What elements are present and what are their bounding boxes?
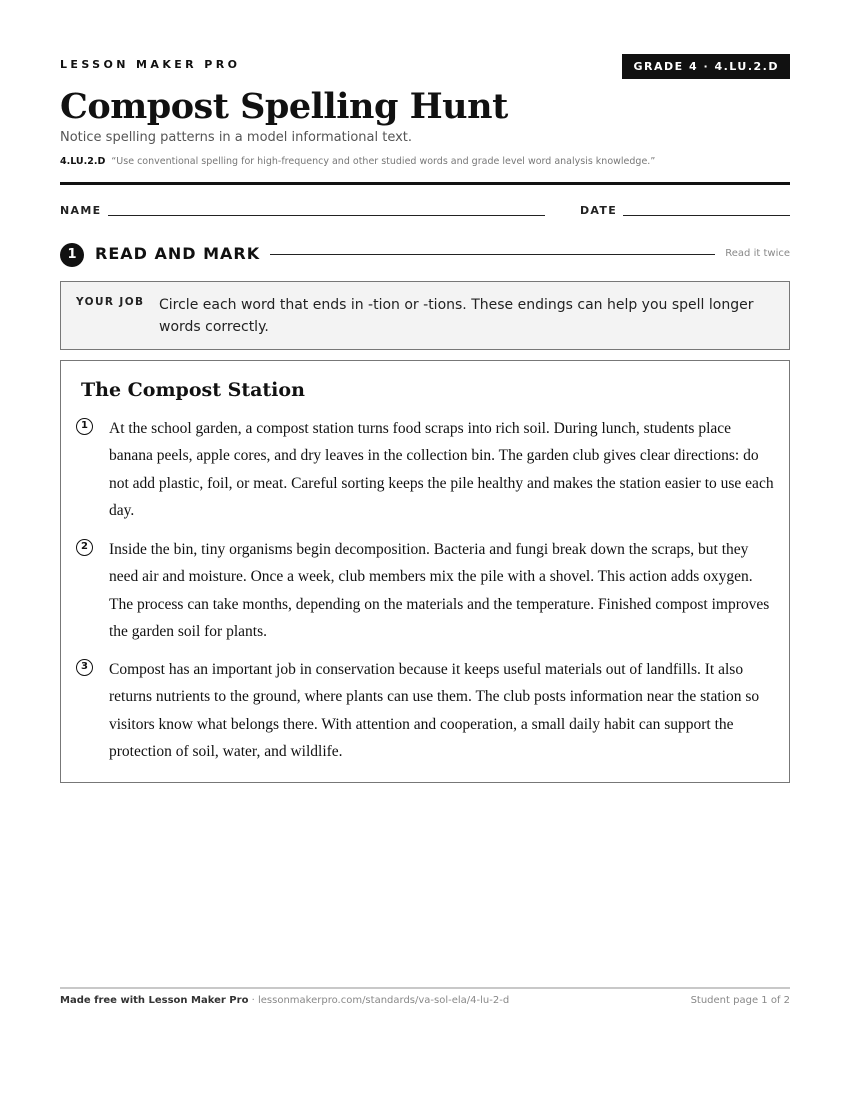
passage-box: [60, 360, 790, 783]
passage-title: The Compost Station: [81, 379, 305, 401]
date-label: DATE: [580, 204, 618, 217]
footer-divider: [60, 987, 790, 989]
paragraph-number: 3: [76, 659, 93, 676]
section-number-badge: 1: [60, 243, 84, 267]
job-instructions-box: [60, 281, 790, 350]
name-label: NAME: [60, 204, 102, 217]
header-divider: [60, 182, 790, 185]
job-text: Circle each word that ends in -tion or -tions. These endings can help you spell longer words correctly.: [159, 297, 754, 335]
standard-code: 4.LU.2.D: [60, 156, 106, 167]
paragraph-text: Inside the bin, tiny organisms begin decomposition. Bacteria and fungi break down the scraps, but they need air and moisture. Once a week, club members mix the pile with a shovel. This action adds oxygen. The process can take months, depending on the materials and the temperature. Finished compost improves the garden soil for plants.: [109, 541, 770, 640]
standard-text: “Use conventional spelling for high-frequency and other studied words and grade level word analysis knowledge.”: [111, 156, 656, 167]
footer-link[interactable]: · lessonmakerpro.com/standards/va-sol-ela/4-lu-2-d: [248, 995, 510, 1006]
page-indicator: Student page 1 of 2: [690, 995, 790, 1006]
job-label: YOUR JOB: [76, 296, 145, 308]
name-field[interactable]: [108, 215, 545, 216]
footer-credit: [60, 995, 509, 1006]
worksheet-page: [60, 0, 790, 1100]
section-note: Read it twice: [725, 248, 790, 259]
standard-line: [60, 156, 655, 167]
paragraph-text: At the school garden, a compost station turns food scraps into rich soil. During lunch, students place banana peels, apple cores, and dry leaves in the collection bin. The garden club gives clear directions: do not add plastic, foil, or meat. Careful sorting keeps the pile healthy and makes the station easier to use each day.: [109, 420, 774, 519]
date-field[interactable]: [623, 215, 790, 216]
page-subtitle: Notice spelling patterns in a model informational text.: [60, 130, 413, 145]
page-title: Compost Spelling Hunt: [60, 86, 508, 127]
footer-brand: Made free with Lesson Maker Pro: [60, 995, 249, 1006]
section-title: READ AND MARK: [95, 244, 261, 263]
paragraph-number: 2: [76, 539, 93, 556]
brand-name: LESSON MAKER PRO: [60, 58, 241, 71]
section-divider: [270, 254, 715, 255]
grade-badge: GRADE 4 · 4.LU.2.D: [622, 54, 790, 79]
paragraph-number: 1: [76, 418, 93, 435]
paragraph-text: Compost has an important job in conservation because it keeps useful materials out of landfills. It also returns nutrients to the ground, where plants can use them. The club posts information near the station so visitors know what belongs there. With attention and cooperation, a small daily habit can support the protection of soil, water, and wildlife.: [109, 661, 760, 760]
